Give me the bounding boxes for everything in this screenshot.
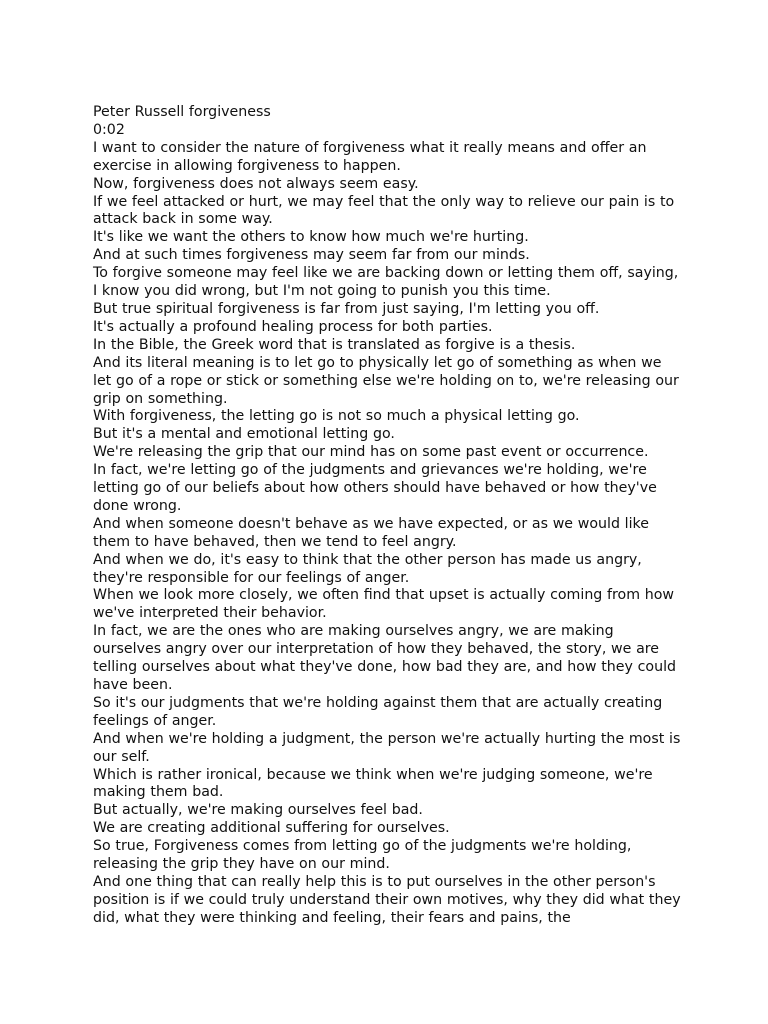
transcript-paragraph: In fact, we are the ones who are making ourselves angry, we are making ourselves angry over our interpretation of how they behaved, the story, we are telling ourselves about what they've done, how bad they are, and how they could have been.	[93, 623, 677, 693]
transcript-paragraph: But it's a mental and emotional letting go.	[93, 426, 395, 443]
transcript-paragraph: To forgive someone may feel like we are backing down or letting them off, saying, I know you did wrong, but I'm not going to punish you this time.	[93, 265, 679, 300]
transcript-paragraph: So it's our judgments that we're holding against them that are actually creating feelings of anger.	[93, 694, 663, 729]
transcript-body	[93, 140, 683, 928]
transcript-paragraph: And at such times forgiveness may seem far from our minds.	[93, 247, 530, 264]
document-title: Peter Russell forgiveness	[93, 104, 271, 120]
transcript-paragraph: I want to consider the nature of forgiveness what it really means and offer an exercise in allowing forgiveness to happen.	[93, 139, 647, 174]
transcript-paragraph: We are creating additional suffering for ourselves.	[93, 820, 450, 837]
transcript-paragraph: And its literal meaning is to let go to physically let go of something as when we let go of a rope or stick or something else we're holding on to, we're releasing our grip on something.	[93, 354, 679, 407]
transcript-paragraph: Which is rather ironical, because we think when we're judging someone, we're making them bad.	[93, 766, 653, 801]
transcript-paragraph: And one thing that can really help this is to put ourselves in the other person's position is if we could truly understand their own motives, why they did what they did, what they were thinking and feeling, their fears and pains, the	[93, 873, 681, 926]
transcript-paragraph: But true spiritual forgiveness is far from just saying, I'm letting you off.	[93, 300, 600, 317]
transcript-paragraph: And when we do, it's easy to think that the other person has made us angry, they're responsible for our feelings of anger.	[93, 551, 642, 586]
timestamp: 0:02	[93, 121, 125, 138]
document-page	[93, 104, 683, 928]
transcript-paragraph: It's like we want the others to know how much we're hurting.	[93, 229, 529, 246]
transcript-paragraph: And when someone doesn't behave as we have expected, or as we would like them to have behaved, then we tend to feel angry.	[93, 515, 649, 550]
transcript-paragraph: It's actually a profound healing process for both parties.	[93, 318, 493, 335]
transcript-paragraph: With forgiveness, the letting go is not so much a physical letting go.	[93, 408, 580, 425]
transcript-paragraph: When we look more closely, we often find that upset is actually coming from how we've interpreted their behavior.	[93, 587, 675, 622]
transcript-paragraph: Now, forgiveness does not always seem easy.	[93, 175, 419, 192]
transcript-paragraph: And when we're holding a judgment, the person we're actually hurting the most is our self.	[93, 730, 681, 765]
transcript-paragraph: If we feel attacked or hurt, we may feel that the only way to relieve our pain is to attack back in some way.	[93, 193, 675, 228]
transcript-paragraph: So true, Forgiveness comes from letting go of the judgments we're holding, releasing the grip they have on our mind.	[93, 838, 632, 873]
transcript-paragraph: In the Bible, the Greek word that is translated as forgive is a thesis.	[93, 336, 576, 353]
transcript-paragraph: We're releasing the grip that our mind has on some past event or occurrence.	[93, 444, 649, 461]
transcript-paragraph: But actually, we're making ourselves feel bad.	[93, 802, 423, 819]
transcript-paragraph: In fact, we're letting go of the judgments and grievances we're holding, we're letting go of our beliefs about how others should have behaved or how they've done wrong.	[93, 462, 657, 514]
